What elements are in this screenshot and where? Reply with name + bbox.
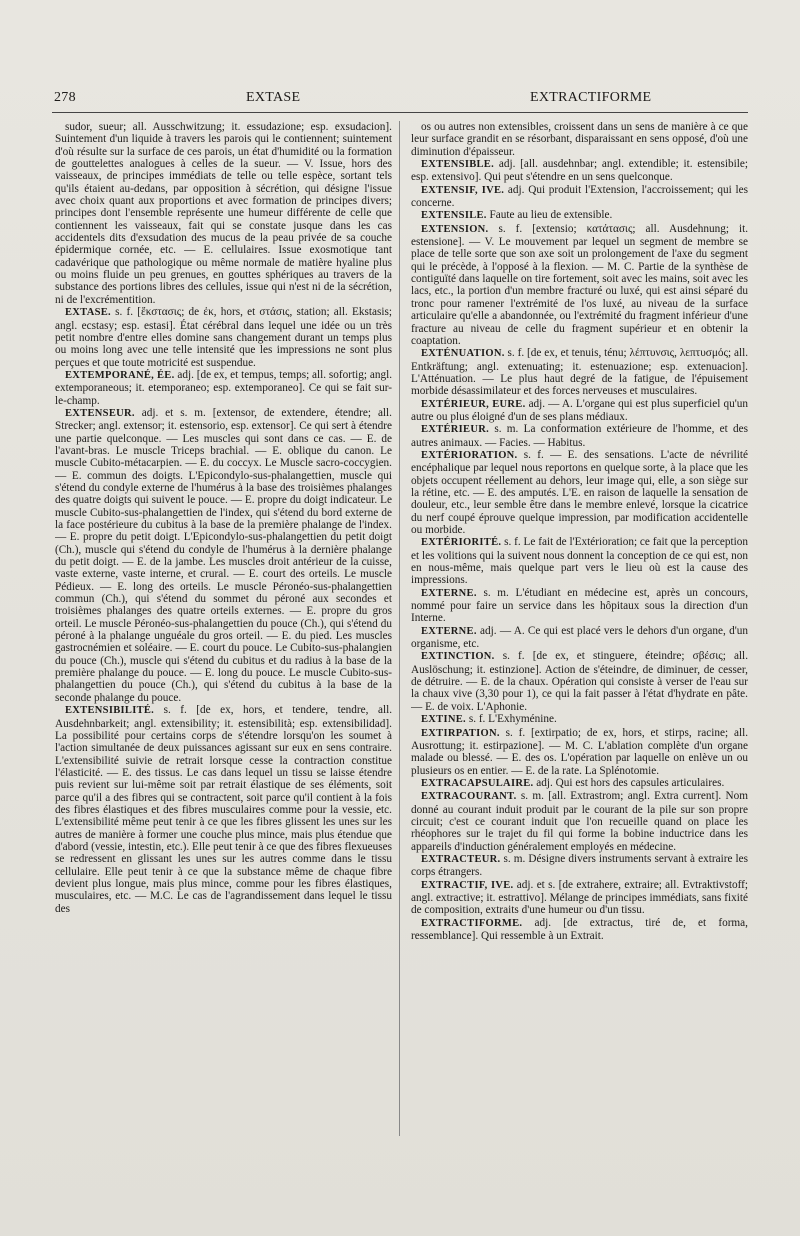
entry-headword: EXTERNE. bbox=[421, 625, 477, 637]
left-guide-word: EXTASE bbox=[246, 90, 301, 105]
entry-headword: EXTEMPORANÉ, ÉE. bbox=[65, 369, 175, 381]
entry-headword: EXTRACOURANT. bbox=[421, 791, 517, 803]
entry-text: Faute au lieu de extensible. bbox=[489, 209, 613, 222]
entry-text: adj. Qui produit l'Extension, l'accroissement; qui les concerne. bbox=[411, 183, 748, 210]
page-header bbox=[50, 90, 750, 110]
entry-text: s. m. La conformation extérieure de l'homme, et des autres animaux. — Facies. — Habitus. bbox=[411, 423, 748, 449]
entry-headword: EXTÉRIEUR, EURE. bbox=[421, 398, 526, 410]
dictionary-entry bbox=[55, 704, 392, 915]
entry-headword: EXTÉRIORATION. bbox=[421, 449, 518, 461]
entry-headword: EXTENSILE. bbox=[421, 210, 487, 222]
dictionary-entry bbox=[411, 209, 748, 222]
entry-headword: EXTASE. bbox=[65, 307, 111, 319]
entry-text: s. f. [de ex, hors, et tendere, tendre, all. Ausdehnbarkeit; angl. extensibility; it. estensibilità; esp. extensibilidad]. La possibilité pour certains corps de s'étendre lorsqu'on les soumet à l'action simultanée de deux puissances agissant sur eux en sens contraire. L'extensibilité suivie de retrait lorsque cesse la contraction constitue l'élasticité. — E. des tissus. Le cas dans lequel un tissu se laisse étendre puis revient sur lui-même soit par retrait élastique de ses éléments, soit parce qu'il a des fibres qui se contractent, soit parce qu'il contient à la fois des fibres élastiques et des fibres musculaires comme pour la vessie, etc. L'extensibilité même peut tenir à ce que les fibres glissent les unes sur les autres de manière à former une couche plus mince, mais plus étendue que d'abord (vessie, intestin, etc.). Elle peut tenir à ce que des fibres flexueuses se redressent en glissant les unes sur les autres comme dans le tissu cellulaire. Elle peut tenir à ce que la substance même de chaque fibre devient plus longue, mais plus mince, comme pour les fibres élastiques, musculaires, etc. — M.C. Le cas de l'agrandissement dans lequel le tissu des bbox=[55, 704, 392, 915]
left-column bbox=[55, 121, 392, 1196]
entry-headword: EXTRACTIFORME. bbox=[421, 917, 523, 929]
entry-text: s. m. [all. Extrastrom; angl. Extra current]. Nom donné au courant induit produit par le courant de la pile sur son propre circuit; c'est ce courant induit que l'on recueille quand on place les rhéophores sur le trajet du fil qui forme la bobine inductrice dans les appareils d'induction généralement employés en médecine. bbox=[411, 790, 748, 853]
entry-headword: EXTENSIBLE. bbox=[421, 159, 495, 171]
entry-text: s. f. [de ex, et tenuis, ténu; λέπτυνσις, λεπτυσμός; all. Entkräftung; angl. extenuating; it. estenuazione; esp. extenuacion]. L'Atténuation. — Le plus haut degré de la fatigue, de l'épuisement morbide désassimilateur et des forces nerveuses et musculaires. bbox=[411, 347, 748, 398]
entry-headword: EXTENSEUR. bbox=[65, 407, 135, 419]
entry-headword: EXTÉRIEUR. bbox=[421, 424, 490, 436]
dictionary-entry bbox=[411, 121, 748, 158]
entry-text: adj. [de ex, et tempus, temps; all. sofortig; angl. extemporaneous; it. etemporaneo; esp. extemporaneo]. Ce qui se fait sur-le-champ. bbox=[55, 368, 392, 407]
entry-headword: EXTINE. bbox=[421, 714, 466, 726]
entry-headword: EXTENSION. bbox=[421, 223, 489, 235]
dictionary-entry bbox=[411, 398, 748, 424]
entry-headword: EXTRACTEUR. bbox=[421, 853, 501, 865]
entry-headword: EXTIRPATION. bbox=[421, 727, 500, 739]
entry-headword: EXTÉRIORITÉ. bbox=[421, 537, 502, 549]
entry-text: adj. et s. [de extrahere, extraire; all. Evtraktivstoff; angl. extractive; it. estrattivo]. Mélange de principes immédiats, sans fixité de composition, extraits d'une humeur ou d'un tissu. bbox=[411, 878, 748, 917]
entry-text: adj. — A. L'organe qui est plus superficiel qu'un autre ou plus éloigné d'un de ses plans médiaux. bbox=[411, 397, 748, 423]
dictionary-entry bbox=[411, 777, 748, 790]
dictionary-entry bbox=[411, 713, 748, 726]
entry-text: adj. Qui est hors des capsules articulaires. bbox=[536, 776, 725, 789]
dictionary-entry bbox=[411, 223, 748, 347]
dictionary-entry bbox=[411, 158, 748, 184]
entry-text: adj. [de extractus, tiré de, et forma, ressemblance]. Qui ressemble à un Extrait. bbox=[411, 916, 748, 942]
right-guide-word: EXTRACTIFORME bbox=[530, 90, 652, 105]
entry-text: adj. — A. Ce qui est placé vers le dehors d'un organe, d'un organisme, etc. bbox=[411, 624, 748, 651]
entry-text: os ou autres non extensibles, croissent dans un sens de manière à ce que leur surface grandit en se résorbant, disparaissant en sens opposé, d'où une diminution d'épaisseur. bbox=[411, 121, 748, 158]
dictionary-entry bbox=[411, 347, 748, 397]
entry-text: s. f. [extirpatio; de ex, hors, et stirps, racine; all. Ausrottung; it. estirpazione]. — M. C. L'ablation complète d'un organe malade ou blessé. — E. des os. L'opération par laquelle on enlève un ou plusieurs os en entier. — E. de la rate. La Splénotomie. bbox=[411, 726, 748, 777]
entry-text: sudor, sueur; all. Ausschwitzung; it. essudazione; esp. exsudacion]. Suintement d'un liquide à travers les parois qui le contiennent; suintement d'où résulte sur la surface de ces parois, un état d'humidité ou la formation de gouttelettes analogues à celles de la sueur. — V. Issue, hors des vaisseaux, de principes immédiats de telle ou telle espèce, sortant tels qu'ils étaient au-dedans, par opposition à sécrétion, qui désigne l'issue avec choix quant aux proportions et avec formation de principes divers; principes dont l'ensemble représente une humeur différente de celle que contiennent les vaisseaux, fait qui se constate jusque dans les cas accidentels dits d'exsudation des mucus de la peau privée de sa couche épidermique cornée, etc. — E. cellulaires. Issue exosmotique tant cadavérique que pathologique ou même normale de matière hyaline plus ou moins fluide un peu grenues, en gouttes sphériques au travers de la substance des portions libres des cellules, issue qui n'est ni de la sécrétion, ni de l'excrémentition. bbox=[55, 121, 392, 306]
dictionary-entry bbox=[411, 587, 748, 625]
header-rule bbox=[52, 112, 748, 113]
dictionary-entry bbox=[411, 790, 748, 853]
entry-text: s. f. [de ex, et stinguere, éteindre; σβέσις; all. Auslöschung; it. estinzione]. Action de s'éteindre, de diminuer, de cesser, de détruire. — E. de la chaux. Opération qui consiste à verser de l'eau sur la chaux vive (3,30 pour 1), ce qui la fait passer à l'état d'hydrate en pâte. — E. de voix. L'Aphonie. bbox=[411, 650, 748, 713]
entry-headword: EXTERNE. bbox=[421, 587, 477, 599]
column-divider bbox=[399, 121, 400, 1136]
entry-headword: EXTRACTIF, IVE. bbox=[421, 879, 514, 891]
page-number: 278 bbox=[54, 90, 76, 105]
entry-text: s. f. Le fait de l'Extérioration; ce fait que la perception et les volitions qui la suivent nous donnent la conception de ce qui est, non en nous-même, mais quelque part vers le lieu où est la cause des impressions. bbox=[411, 536, 748, 587]
entry-text: s. f. — E. des sensations. L'acte de névrilité encéphalique par lequel nous reportons en quelque sorte, à la place que les objets occupent réellement au dehors, leur image qui, elle, a son siège sur la rétine, etc. — E. des amputés. L'E. en raison de laquelle la sensation de douleur, etc., leur semble être dans le membre enlevé, lorsque la cicatrice du nerf coupé éprouve quelque impression, par modification accidentelle ou morbide. bbox=[411, 448, 748, 536]
entry-text: s. f. [extensio; κατάτασις; all. Ausdehnung; it. estensione]. — V. Le mouvement par lequel un segment de membre se place de telle sorte que son axe soit un prolongement de l'axe du segment qui le précède, à l'opposé à la flexion. — M. C. Partie de la synthèse de contiguïté dans laquelle on tire fortement, soit avec les mains, soit avec les lacs, etc., la portion d'un membre fracturé ou luxé, qui est ainsi séparé du tronc pour ramener l'extrémité de l'os luxé, au niveau de la surface articulaire qu'elle a abandonnée, ou l'extrémité du fragment inférieur d'une fracture au niveau de celle du fragment supérieur et en obtenir la coaptation. bbox=[411, 222, 748, 347]
entry-text: s. m. L'étudiant en médecine est, après un concours, nommé pour faire un service dans les hôpitaux sous la direction d'un Interne. bbox=[411, 586, 748, 625]
dictionary-entry bbox=[411, 449, 748, 536]
dictionary-entry bbox=[411, 853, 748, 879]
entry-text: s. f. [ἔκστασις; de ἐκ, hors, et στάσις, station; all. Ekstasis; angl. ecstasy; esp. estasi]. État cérébral dans lequel une idée ou un très petit nombre d'entre elles domine sans changement durant un temps plus ou moins long avec une telle intensité que les impressions ne sont plus perçues et que toute motricité est suspendue. bbox=[55, 306, 392, 369]
entry-text: adj. [all. ausdehnbar; angl. extendible; it. estensibile; esp. extensivo]. Qui peut s'étendre en un sens quelconque. bbox=[411, 158, 748, 184]
entry-text: s. m. Désigne divers instruments servant à extraire les corps étrangers. bbox=[411, 852, 748, 879]
dictionary-entry bbox=[55, 306, 392, 369]
entry-text: adj. et s. m. [extensor, de extendere, étendre; all. Strecker; angl. extensor; it. estensorio, esp. extensor]. Ce qui sert à étendre une partie quelconque. — Les muscles qui sont dans ce cas. — E. de l'avant-bras. Le muscle Triceps brachial. — E. oblique du canon. Le muscle Cubito-métacarpien. — E. du coccyx. Le Muscle sacro-coccygien. — E. commun des doigts. L'Epicondylo-sus-phalangettien, muscle qui s'étend du condyle externe de l'humérus à la base des troisièmes phalanges des quatre doigts qui suivent le pouce. — E. propre du doigt indicateur. Le muscle Cubito-sus-phalangettien de l'index, qui s'étend du bord externe de la face postérieure du cubitus à la base de la première phalange de l'index. — E. propre du petit doigt. L'Epicondylo-sus-phalangettien du petit doigt (Ch.), muscle qui s'étend du condyle de l'humérus à la dernière phalange du petit doigt. — E. de la jambe. Les muscles droit antérieur de la cuisse, vaste externe, vaste interne, et crural. — E. court des orteils. Le muscle Pédieux. — E. long des orteils. Le muscle Péronéo-sus-phalangettien commun (Ch.), qui s'étend du sommet du péroné aux secondes et troisièmes phalanges des quatre orteils externes. — E. propre du gros orteil. Le muscle Péronéo-sus-phalangettien du pouce (Ch.), qui s'étend du péroné à la phalange unguéale du gros orteil. — E. du pied. Les muscles gastrocnémien et soléaire. — E. court du pouce. Le Cubito-sus-phalangien du pouce (Ch.), muscle qui s'étend du cubitus et du radius à la base de la première phalange du pouce. — E. long du pouce. Le muscle Cubito-sus-phalangettien du pouce (Ch.), qui s'étend du cubitus à la base de la seconde phalange du pouce. bbox=[55, 406, 392, 704]
entry-headword: EXTÉNUATION. bbox=[421, 348, 505, 360]
dictionary-entry bbox=[55, 407, 392, 704]
entry-headword: EXTENSIF, IVE. bbox=[421, 184, 505, 196]
dictionary-entry bbox=[411, 650, 748, 713]
entry-headword: EXTINCTION. bbox=[421, 651, 495, 663]
entry-headword: EXTENSIBILITÉ. bbox=[65, 705, 155, 717]
right-column bbox=[411, 121, 748, 1196]
dictionary-entry bbox=[411, 727, 748, 777]
entry-text: s. f. L'Exhyménine. bbox=[468, 713, 557, 726]
dictionary-entry bbox=[411, 917, 748, 943]
dictionary-entry bbox=[55, 369, 392, 407]
dictionary-entry bbox=[55, 121, 392, 306]
dictionary-entry bbox=[411, 184, 748, 210]
dictionary-entry bbox=[411, 879, 748, 917]
dictionary-entry bbox=[411, 625, 748, 651]
dictionary-entry bbox=[411, 536, 748, 586]
entry-headword: EXTRACAPSULAIRE. bbox=[421, 777, 534, 789]
dictionary-entry bbox=[411, 423, 748, 449]
